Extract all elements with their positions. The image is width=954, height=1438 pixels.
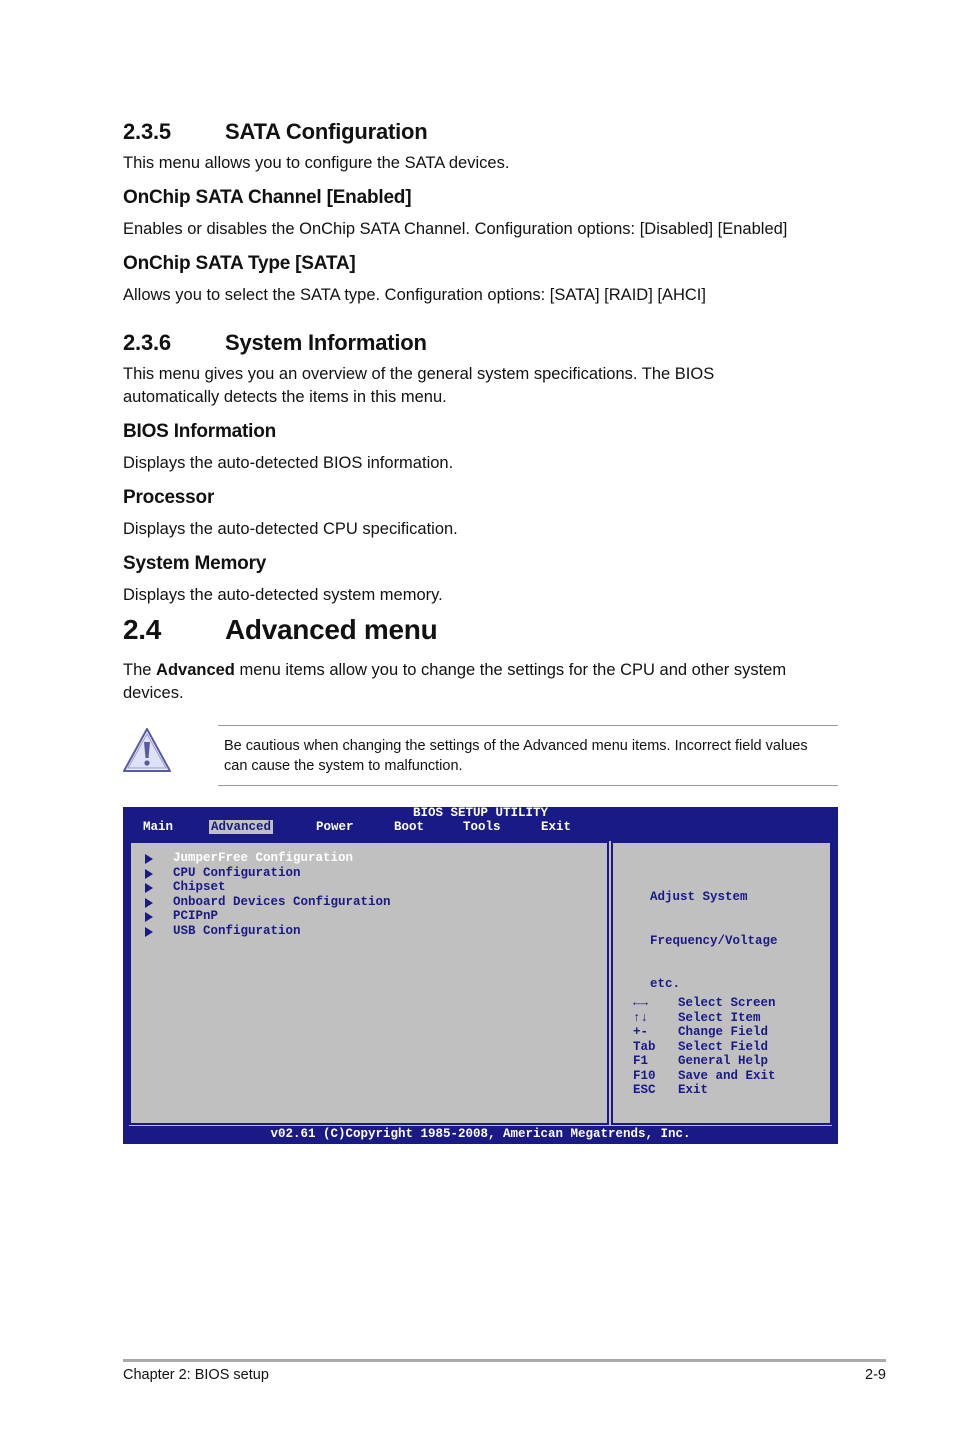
bios-item-label: PCIPnP [173,909,219,923]
bios-tab-exit[interactable]: Exit [541,820,572,834]
triangle-right-icon [145,869,153,879]
triangle-right-icon [145,854,153,864]
triangle-right-icon [145,912,153,922]
processor-body: Displays the auto-detected CPU specification. [123,520,458,538]
intro-pre: The [123,661,157,679]
bios-info-body: Displays the auto-detected BIOS information. [123,454,454,472]
bios-tab-advanced[interactable]: Advanced [211,820,272,834]
bios-item-label: JumperFree Configuration [173,851,354,865]
intro-bold: Advanced [156,661,235,679]
footer-page-number: 2-9 [865,1367,886,1383]
section-2-3-6-intro-line2: automatically detects the items in this menu. [123,388,447,406]
section-title: Advanced menu [225,614,438,645]
bios-help-line: etc. [650,977,681,991]
triangle-right-icon [145,898,153,908]
bios-key-desc: Save and Exit [678,1068,776,1083]
bios-item-label: Chipset [173,880,226,894]
bios-item-label: CPU Configuration [173,865,301,880]
note-line2: can cause the system to malfunction. [224,758,463,774]
section-title: System Information [225,330,427,355]
note-bottom-rule [218,785,838,786]
up-down-arrows-icon: ↑↓ [633,1010,649,1025]
system-memory-body: Displays the auto-detected system memory. [123,586,443,604]
bios-copyright: v02.61 (C)Copyright 1985-2008, American Megatrends, Inc. [270,1127,691,1141]
processor-heading: Processor [123,487,215,508]
section-2-3-6-intro-line1: This menu gives you an overview of the general system specifications. The BIOS [123,365,715,383]
note-text [224,736,838,776]
intro-post: menu items allow you to change the settings for the CPU and other system [234,661,787,679]
bios-tab-boot[interactable]: Boot [394,820,425,834]
bios-key: ESC [633,1083,656,1097]
bios-item-label: USB Configuration [173,923,301,938]
triangle-right-icon [145,927,153,937]
footer-rule [123,1359,886,1362]
bios-tab-power[interactable]: Power [316,820,354,834]
section-2-3-5-intro: This menu allows you to configure the SATA devices. [123,154,510,172]
bios-key: F10 [633,1068,656,1083]
section-2-4-intro [123,659,863,682]
warning-triangle-icon [122,726,172,774]
bios-tab-main[interactable]: Main [143,820,174,834]
note-line1: Be cautious when changing the settings of the Advanced menu items. Incorrect field values [224,738,808,754]
bios-info-heading: BIOS Information [123,421,277,442]
bios-key-desc: Select Screen [678,996,776,1010]
section-number: 2.3.5 [123,119,171,144]
bios-menubar [123,819,838,835]
section-2-4-intro-line2: devices. [123,684,184,702]
section-number: 2.3.6 [123,330,171,355]
bios-key-desc: Select Item [678,1010,761,1025]
section-2-4-heading [123,614,823,648]
section-2-3-6-heading [123,330,823,358]
bios-key: Tab [633,1039,656,1054]
bios-item-label: Onboard Devices Configuration [173,894,391,909]
bios-key: +- [633,1025,649,1039]
onchip-channel-body: Enables or disables the OnChip SATA Channel. Configuration options: [Disabled] [Enabled] [123,220,788,238]
bios-key-desc: Select Field [678,1039,769,1054]
section-2-3-5-heading [123,119,823,147]
onchip-type-body: Allows you to select the SATA type. Configuration options: [SATA] [RAID] [AHCI] [123,286,706,304]
bios-key-desc: Change Field [678,1025,769,1039]
bios-tab-tools[interactable]: Tools [463,820,501,834]
bios-screen [123,807,838,1144]
system-memory-heading: System Memory [123,553,267,574]
bios-help-line: Frequency/Voltage [650,933,778,948]
section-number: 2.4 [123,614,162,645]
bios-help-line: Adjust System [650,890,748,904]
onchip-type-heading: OnChip SATA Type [SATA] [123,253,356,274]
bios-key: F1 [633,1054,649,1068]
triangle-right-icon [145,883,153,893]
section-title: SATA Configuration [225,119,428,144]
bios-key-desc: General Help [678,1054,769,1068]
footer-chapter: Chapter 2: BIOS setup [123,1367,269,1383]
note-top-rule [218,725,838,726]
bios-title: BIOS SETUP UTILITY [412,806,549,820]
bios-key-desc: Exit [678,1083,709,1097]
onchip-channel-heading: OnChip SATA Channel [Enabled] [123,187,412,208]
left-right-arrows-icon: ←→ [633,996,649,1010]
